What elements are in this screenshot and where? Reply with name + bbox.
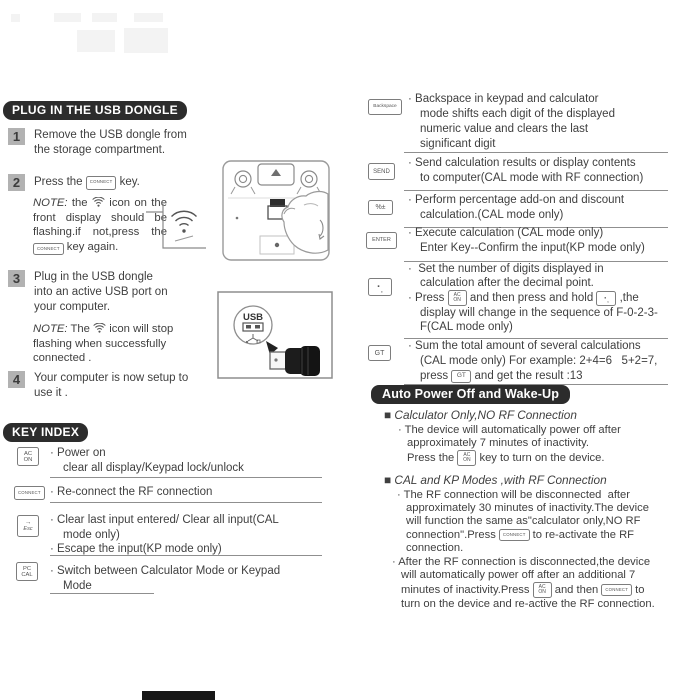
text-line: calculation after the decimal point. <box>420 277 594 289</box>
text-line: mode only) <box>63 528 120 541</box>
text-line: will function the same as"calculator only,NO RF <box>406 515 641 528</box>
text-line: approximately 30 minutes of inactivity.The device <box>406 502 649 515</box>
text-line: F(CAL mode only) <box>420 321 513 333</box>
ac-on-key-icon <box>17 447 39 466</box>
key-label: ON <box>463 457 471 464</box>
text-line: · Perform percentage add-on and discount <box>408 194 625 206</box>
backspace-key-icon: Backspace <box>368 99 402 115</box>
note-text: icon will stop flashing when successfully connected . <box>33 323 174 365</box>
text-line: numeric value and clears the last <box>420 123 589 135</box>
text-line: Enter Key--Confirm the input(KP mode only) <box>420 242 645 254</box>
key-label: AC <box>453 291 461 298</box>
key-index-entry-switch-mode <box>50 564 280 593</box>
text-line: · The RF connection will be disconnected after <box>397 489 630 501</box>
key-entry-percent <box>408 193 624 223</box>
text-line: approximately 7 minutes of inactivity. <box>407 437 589 450</box>
text-line: the storage compartment. <box>34 144 166 156</box>
device-illustration-svg <box>220 158 332 264</box>
text-line: Plug in the USB dongle <box>34 271 153 283</box>
key-entry-decimal <box>408 262 658 334</box>
auto-sub1-body <box>398 424 621 466</box>
ac-on-key-icon <box>448 290 467 306</box>
text-line: ,the <box>616 292 639 304</box>
text-line: · Execute calculation (CAL mode only) <box>408 227 604 239</box>
text-line: Your computer is now setup to <box>34 372 189 384</box>
section-title-auto-power-off: Auto Power Off and Wake-Up <box>371 385 570 404</box>
text-line: connection. <box>406 541 464 554</box>
text-line: will automatically power off after an additional 7 <box>401 569 636 582</box>
key-entry-enter <box>408 226 645 256</box>
text-line: connection".Press <box>406 528 499 541</box>
text-line: · After the RF connection is disconnected,the device <box>392 556 651 568</box>
ac-on-key-icon <box>533 582 552 598</box>
text-line: Remove the USB dongle from <box>34 129 187 141</box>
text-line: turn on the device and re-active the RF connection. <box>401 598 655 611</box>
key-index-entry-reconnect <box>50 485 212 500</box>
text-line: CAL and KP Modes ,with RF Connection <box>394 473 607 487</box>
wifi-icon <box>93 323 106 337</box>
key-label: AC <box>463 451 471 458</box>
text-line: Mode <box>63 579 92 592</box>
key-index-entry-clear <box>50 513 279 557</box>
step-1 <box>8 128 187 158</box>
note-step-3 <box>33 322 193 366</box>
gt-key-icon: GT <box>451 370 471 383</box>
connect-key-icon: CONNECT <box>86 176 117 190</box>
text-line: to <box>632 583 645 596</box>
text-line: Calculator Only,NO RF Connection <box>394 408 577 422</box>
scan-artifact <box>77 30 115 52</box>
text-line: your computer. <box>34 301 111 313</box>
text-line: Press the <box>407 451 458 464</box>
connect-key-icon: CONNECT <box>14 486 45 500</box>
text-line: to computer(CAL mode with RF connection) <box>420 172 644 184</box>
usb-label: USB <box>242 312 264 323</box>
text-line: · Backspace in keypad and calculator <box>408 93 599 105</box>
text-line: · Press <box>408 292 448 304</box>
text-line: · The device will automatically power off after <box>398 424 621 436</box>
divider <box>404 152 668 153</box>
text-line: key. <box>116 176 140 188</box>
key-index-entry-power <box>50 446 244 475</box>
note-text: icon on the front display should be flashing.if not,press the <box>33 197 168 239</box>
divider <box>50 555 322 556</box>
text-line: · Re-connect the RF connection <box>50 486 213 498</box>
note-text: the <box>67 197 92 209</box>
step-4 <box>8 371 188 401</box>
key-entry-backspace <box>408 92 615 152</box>
connect-key-icon: CONNECT <box>33 243 64 255</box>
note-text: key again. <box>63 240 119 253</box>
text-line: · Clear last input entered/ Clear all input(CAL <box>50 514 279 526</box>
key-label: · <box>377 280 381 293</box>
step-number: 3 <box>8 270 25 287</box>
wifi-icon <box>92 197 105 211</box>
text-line: press <box>420 370 452 382</box>
text-line: and get the result :13 <box>471 370 583 382</box>
section-title-key-index: KEY INDEX <box>3 423 88 442</box>
scan-artifact <box>11 14 20 22</box>
square-bullet: ■ <box>384 408 392 422</box>
scan-artifact <box>92 13 117 22</box>
percent-key-icon: %± <box>368 200 393 215</box>
step-3 <box>8 270 168 315</box>
square-bullet: ■ <box>384 473 392 487</box>
text-line: Press the <box>34 176 86 188</box>
connect-key-icon: CONNECT <box>601 584 632 596</box>
text-line: minutes of inactivity.Press <box>401 583 533 596</box>
wifi-flashing-callout <box>146 196 208 259</box>
text-line: into an active USB port on <box>34 286 168 298</box>
key-label: PC <box>22 565 32 572</box>
pc-cal-key-icon <box>16 562 38 581</box>
text-line: mode shifts each digit of the displayed <box>420 108 615 120</box>
text-line: · Escape the input(KP mode only) <box>50 543 222 556</box>
gt-key-icon: GT <box>368 345 391 361</box>
step-number: 1 <box>8 128 25 145</box>
scan-artifact <box>54 13 81 22</box>
scan-edge-bar <box>142 691 215 700</box>
text-line: · Send calculation results or display contents <box>408 157 636 169</box>
text-line: · Switch between Calculator Mode or Keypad <box>50 565 281 577</box>
scan-artifact <box>124 28 168 53</box>
usb-dongle-illustration <box>216 290 334 385</box>
text-line: use it . <box>34 387 68 399</box>
text-line: · Power on <box>50 447 106 459</box>
auto-sub1-title <box>384 409 577 422</box>
text-line: clear all display/Keypad lock/unlock <box>63 461 244 474</box>
device-back-illustration <box>220 158 332 269</box>
scan-artifact <box>134 13 163 22</box>
note-label: NOTE: <box>33 323 68 335</box>
divider <box>50 502 322 503</box>
section-title-plug-in-usb-dongle: PLUG IN THE USB DONGLE <box>3 101 187 120</box>
text-line: and then press and hold <box>466 292 597 304</box>
text-line: · Set the number of digits displayed in <box>408 263 604 275</box>
key-label: · <box>603 292 607 303</box>
decimal-key-icon <box>368 278 392 296</box>
key-label: AC <box>538 583 546 590</box>
step-number: 4 <box>8 371 25 388</box>
key-label: , <box>606 296 609 304</box>
text-line: calculation.(CAL mode only) <box>420 209 564 221</box>
text-line: · Sum the total amount of several calculations <box>408 340 641 352</box>
decimal-key-icon <box>596 291 616 306</box>
text-line: and then <box>551 583 602 596</box>
key-label: , <box>380 284 383 294</box>
text-line: key to turn on the device. <box>476 451 605 464</box>
key-label: Esc <box>23 526 33 532</box>
key-label: → <box>24 519 32 526</box>
usb-illustration-svg <box>216 290 334 380</box>
clear-escape-key-icon <box>17 515 39 537</box>
auto-sub2-body-2 <box>392 556 655 612</box>
text-line: significant digit <box>420 138 496 150</box>
divider <box>404 190 668 191</box>
key-label: ON <box>538 589 546 596</box>
key-label: AC <box>23 450 33 457</box>
connect-key-icon: CONNECT <box>499 529 530 541</box>
divider <box>50 593 154 594</box>
wifi-callout-icon <box>146 196 208 254</box>
auto-sub2-title <box>384 474 607 487</box>
step-number: 2 <box>8 174 25 191</box>
divider <box>50 477 322 478</box>
auto-sub2-body-1 <box>397 489 649 555</box>
text-line: to re-activate the RF <box>529 528 635 541</box>
key-entry-gt <box>408 339 657 384</box>
send-key-icon: SEND <box>368 163 395 180</box>
text-line: display will change in the sequence of F-0-2-3- <box>420 307 658 319</box>
key-label: CAL <box>21 571 33 578</box>
note-text: The <box>67 323 94 335</box>
key-entry-send <box>408 156 643 186</box>
enter-key-icon: ENTER <box>366 232 397 249</box>
ac-on-key-icon <box>457 450 476 466</box>
key-label: ON <box>23 456 33 463</box>
text-line: (CAL mode only) For example: 2+4=6 5+2=7, <box>420 355 658 367</box>
note-label: NOTE: <box>33 197 68 209</box>
step-2 <box>8 174 140 191</box>
key-label: ON <box>453 297 461 303</box>
